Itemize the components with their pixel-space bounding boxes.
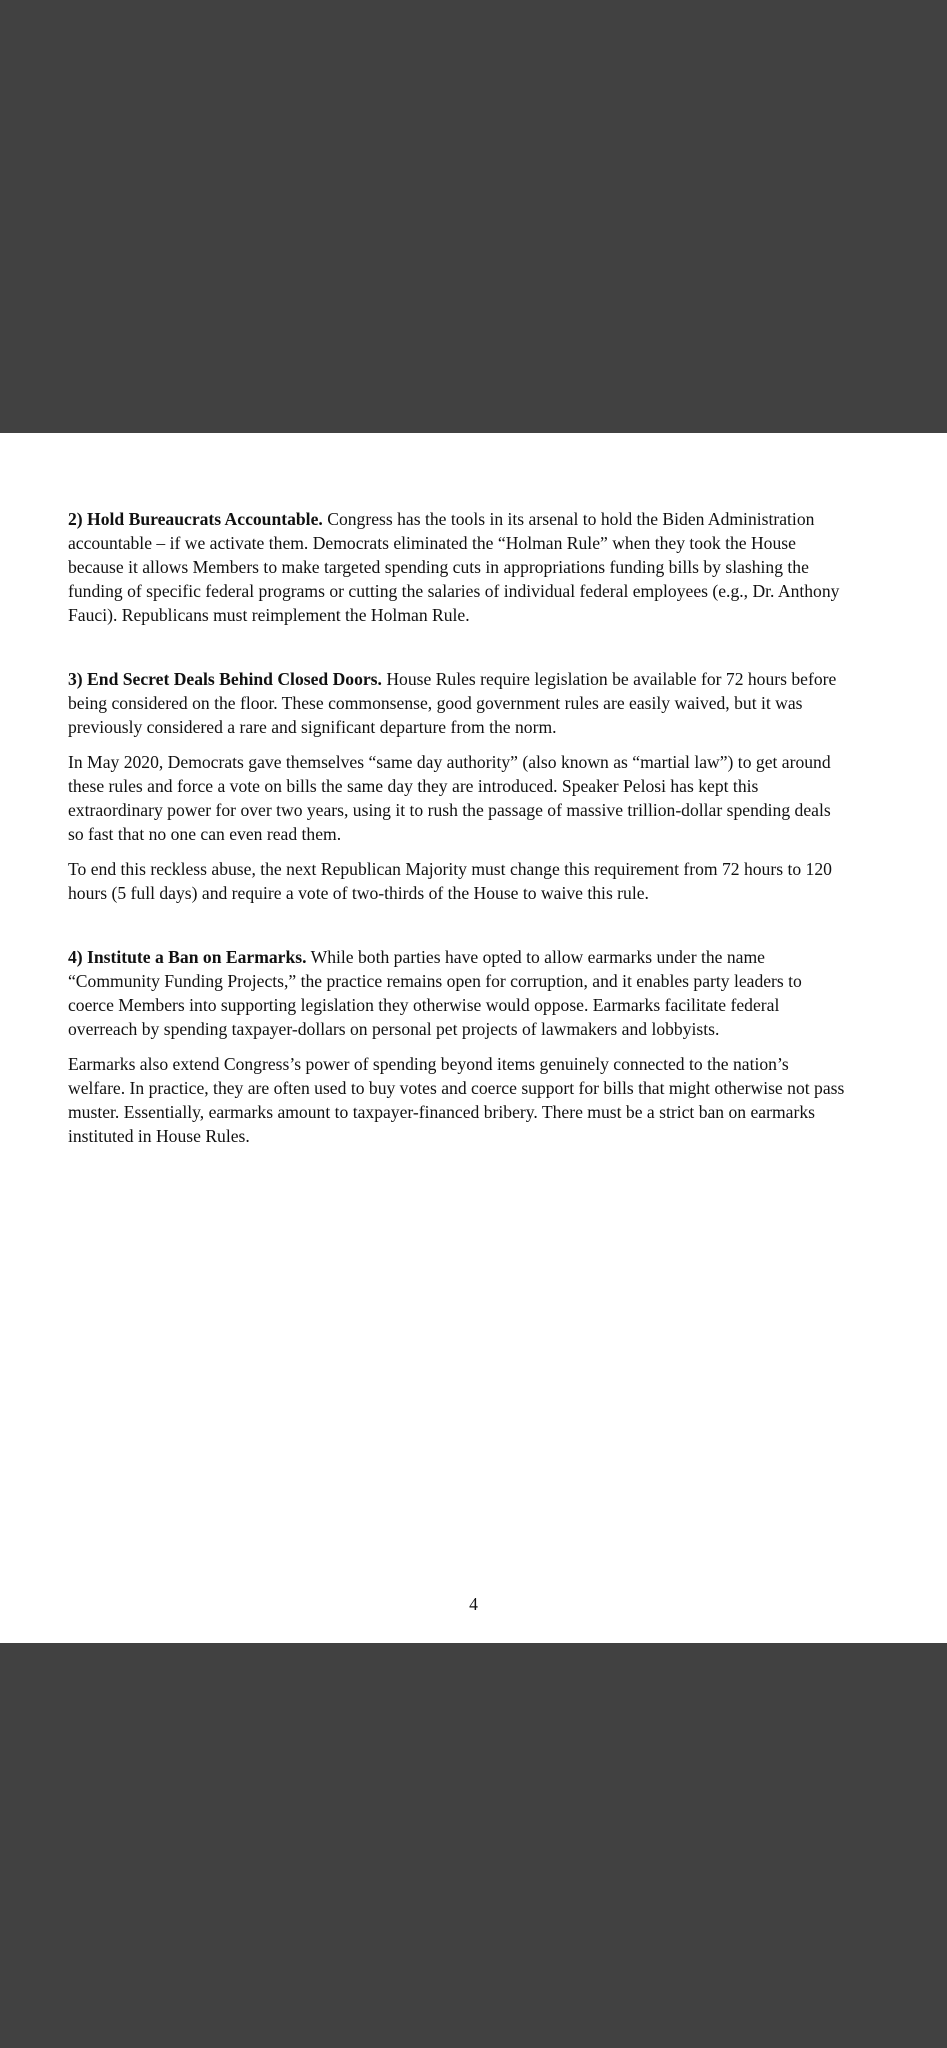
section-3-paragraph-2: In May 2020, Democrats gave themselves “same day authority” (also known as “martial law”) to get around these rules and force a vote on bills the same day they are introduced. Speaker Pelosi has kept this extraordinary power for over two years, using it to rush the passage of massive trillion-dollar spending deals so fast that no one can even read them. <box>68 752 831 844</box>
page-number: 4 <box>469 1594 478 1614</box>
section-2-paragraph <box>68 507 850 627</box>
section-2-heading: 2) Hold Bureaucrats Accountable. <box>68 509 323 529</box>
section-3-body: House Rules require legislation be available for 72 hours before being considered on the floor. These commonsense, good government rules are easily waived, but it was previously considered a rare and significant departure from the norm. <box>68 669 837 737</box>
section-3-paragraph <box>68 667 850 739</box>
section-3-heading: 3) End Secret Deals Behind Closed Doors. <box>68 669 382 689</box>
section-4-heading: 4) Institute a Ban on Earmarks. <box>68 947 307 967</box>
section-4-paragraph-2: Earmarks also extend Congress’s power of spending beyond items genuinely connected to the nation’s welfare. In practice, they are often used to buy votes and coerce support for bills that might otherwise not pass muster. Essentially, earmarks amount to taxpayer-financed bribery. There must be a strict ban on earmarks instituted in House Rules. <box>68 1054 845 1146</box>
section-3-paragraph-3: To end this reckless abuse, the next Republican Majority must change this requirement from 72 hours to 120 hours (5 full days) and require a vote of two-thirds of the House to waive this rule. <box>68 859 832 903</box>
section-4-body: While both parties have opted to allow earmarks under the name “Community Funding Projects,” the practice remains open for corruption, and it enables party leaders to coerce Members into supporting legislation they otherwise would oppose. Earmarks facilitate federal overreach by spending taxpayer-dollars on personal pet projects of lawmakers and lobbyists. <box>68 947 802 1039</box>
page-content <box>68 507 850 1148</box>
section-2-body: Congress has the tools in its arsenal to hold the Biden Administration accountable – if we activate them. Democrats eliminated the “Holman Rule” when they took the House because it allows Members to make targeted spending cuts in appropriations funding bills by slashing the funding of specific federal programs or cutting the salaries of individual federal employees (e.g., Dr. Anthony Fauci). Republicans must reimplement the Holman Rule. <box>68 509 840 625</box>
document-page <box>0 433 947 1643</box>
section-4-paragraph <box>68 945 850 1041</box>
